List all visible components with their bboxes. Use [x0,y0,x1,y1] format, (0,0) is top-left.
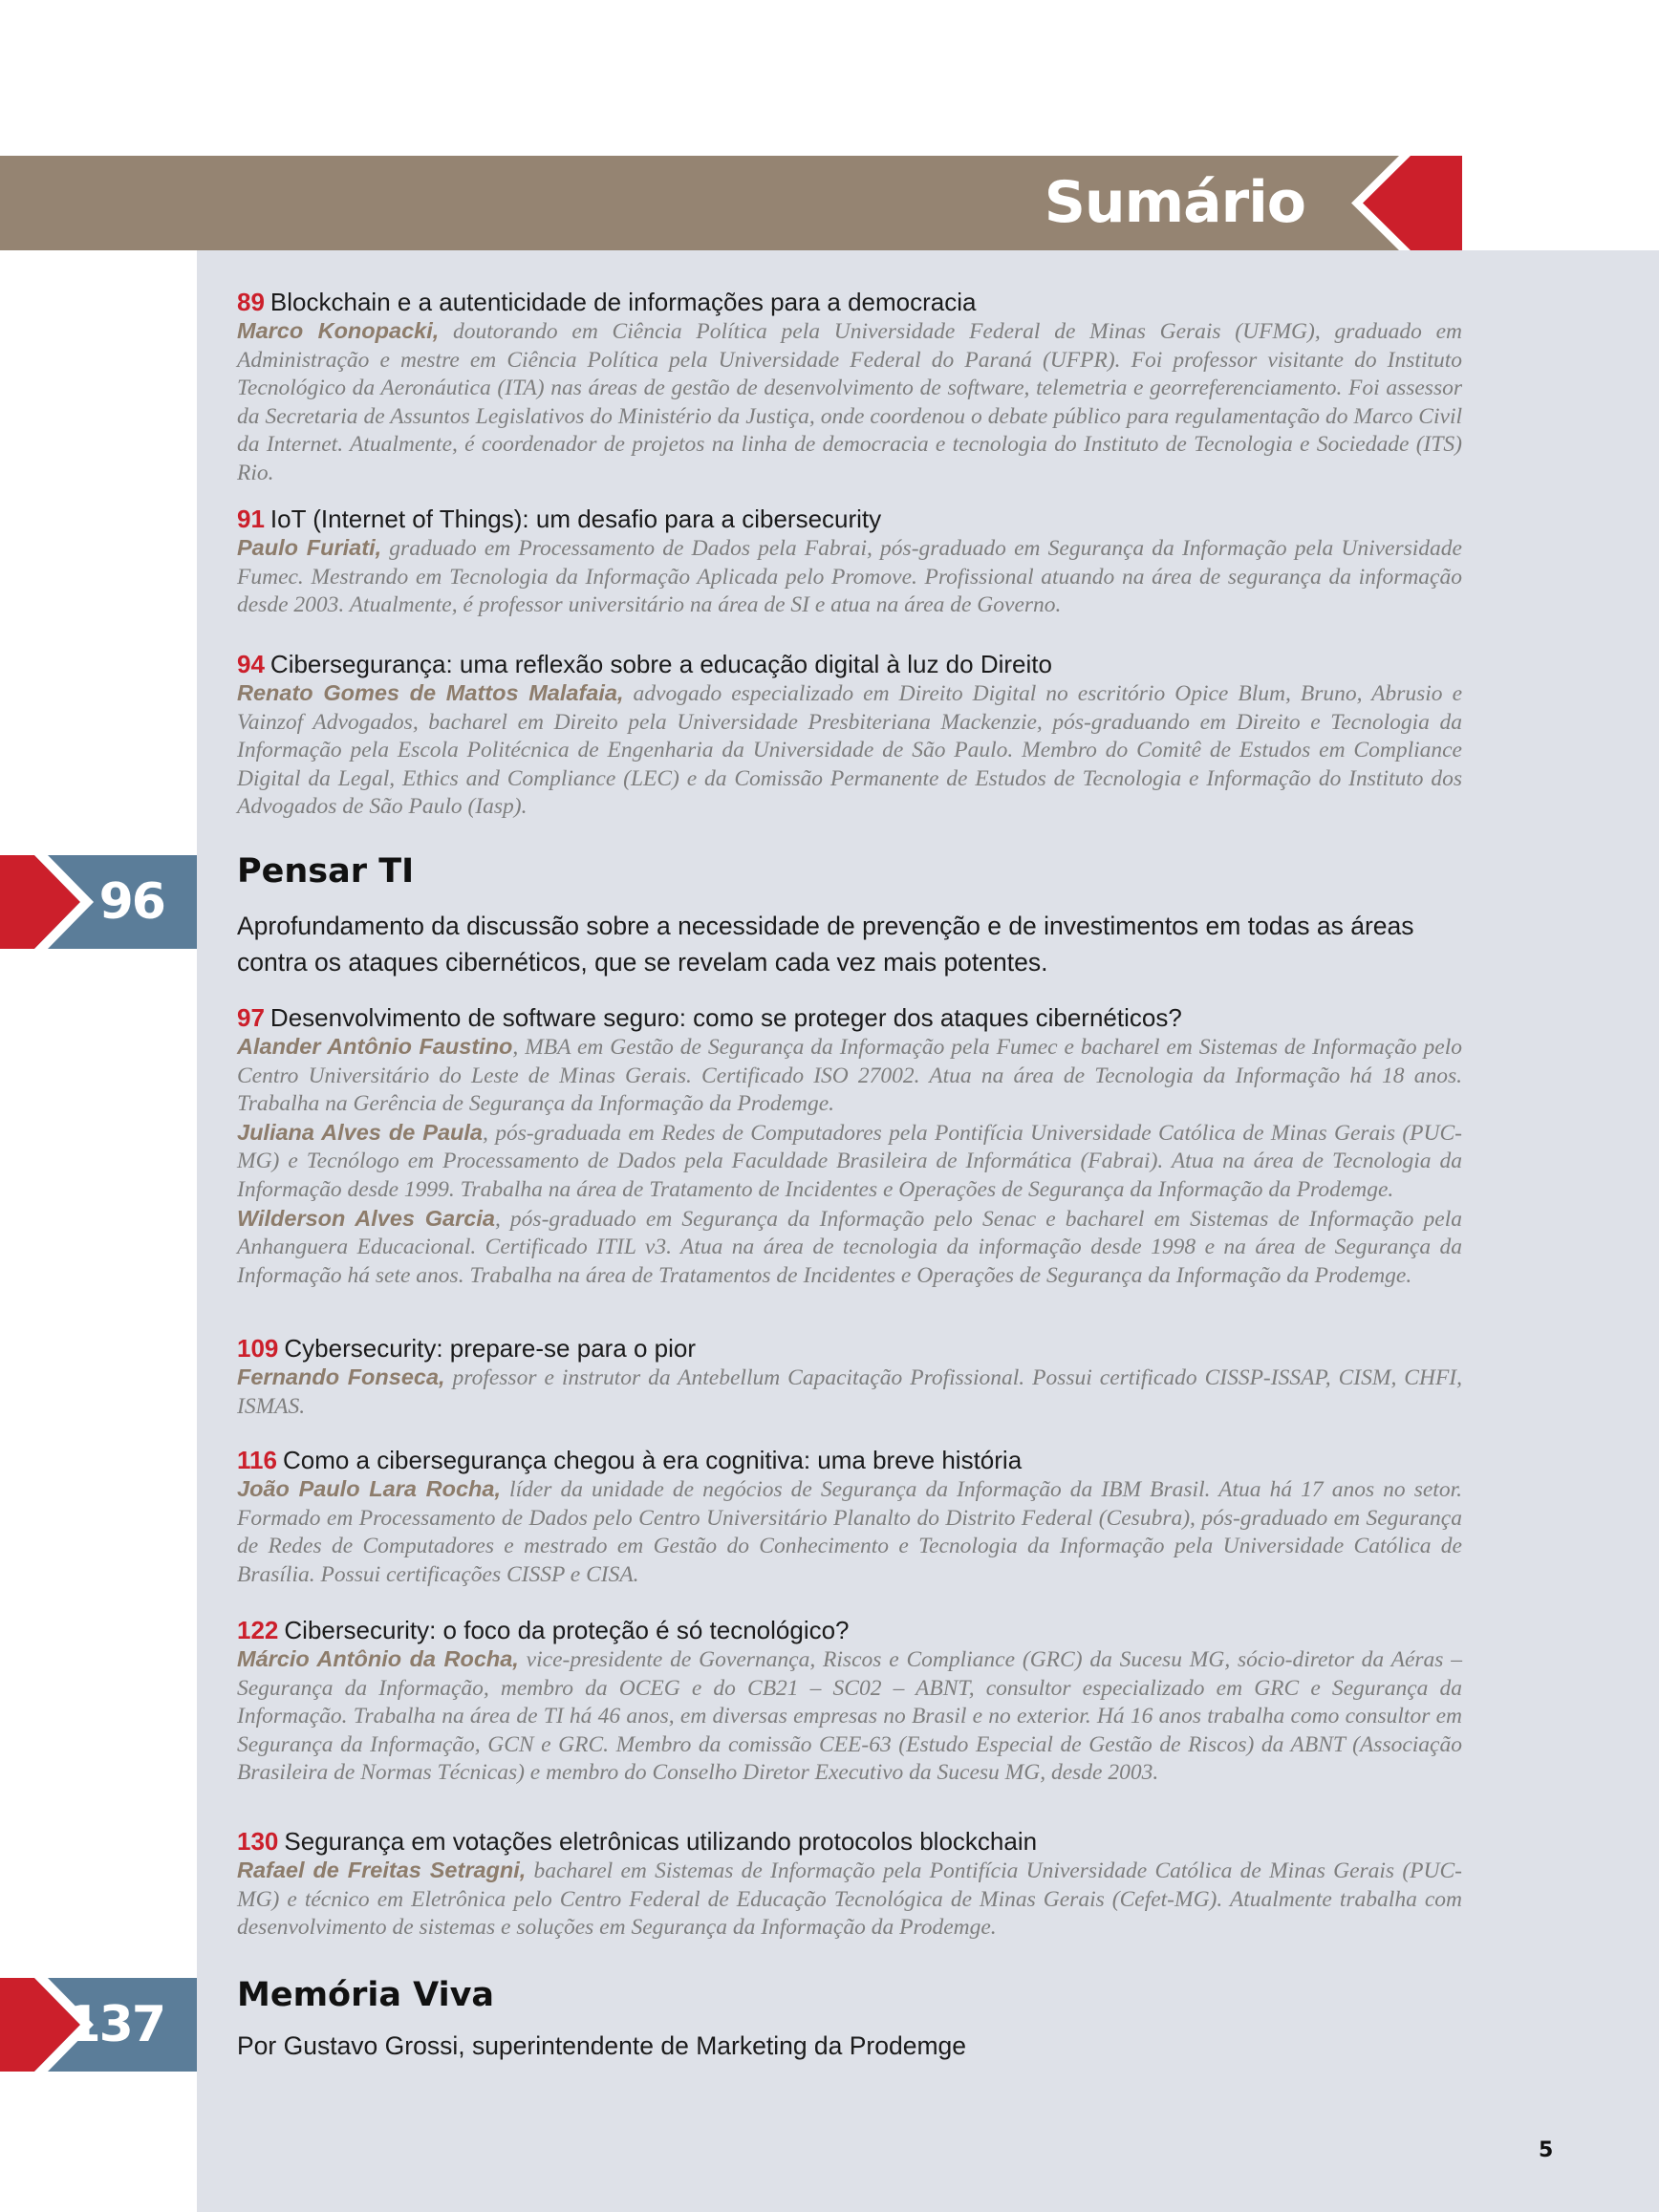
section-description: Aprofundamento da discussão sobre a necessidade de prevenção e de investimentos em todas as áreas contra os ataques cibernéticos, que se revelam cada vez mais potentes. [237,912,1414,977]
article-page-number: 91 [237,505,265,533]
article-title[interactable] [237,1826,1462,1857]
author-bio-text: vice-presidente de Governança, Riscos e Compliance (GRC) da Sucesu MG, sócio-diretor da Aéras – Segurança da Informação, membro da OCEG e do CB21 – SC02 – ABNT, consultor especializado em GRC e Segurança da Informação. Trabalha na área de TI há 46 anos, em diversas empresas no Brasil e no exterior. Há 16 anos trabalha como consultor em Segurança da Informação, GCN e GRC. Membro da comissão CEE-63 (Estudo Especial de Gestão de Riscos) da ABNT (Associação Brasileira de Normas Técnicas) e membro do Conselho Diretor Executivo da Sucesu MG, desde 2003. [237,1647,1462,1786]
author-name: João Paulo Lara Rocha, [237,1476,501,1501]
article-title-text: Blockchain e a autenticidade de informações para a democracia [269,288,977,316]
article-page-number: 94 [237,650,265,678]
article-title[interactable] [237,287,1462,317]
author-name: Alander Antônio Faustino [237,1034,513,1059]
page-number: 5 [1539,2138,1554,2162]
article-page-number: 97 [237,1003,265,1032]
article-title-text: Como a cibersegurança chegou à era cognitiva: uma breve história [282,1446,1023,1474]
article-title-text: Cibersecurity: o foco da proteção é só tecnológico? [284,1616,850,1644]
toc-entry-130 [237,1826,1462,1943]
author-name: Paulo Furiati, [237,535,382,560]
author-bio [237,1205,1462,1291]
toc-entry-91 [237,504,1462,620]
author-bio [237,1645,1462,1788]
toc-entry-116 [237,1445,1462,1589]
author-bio-text: graduado em Processamento de Dados pela Fabrai, pós-graduado em Segurança da Informação pela Universidade Fumec. Mestrando em Tecnologia da Informação Aplicada pelo Promove. Profissional atuando na área de segurança da informação desde 2003. Atualmente, é professor universitário na área de SI e atua na área de Governo. [237,536,1462,618]
author-name: Marco Konopacki, [237,318,440,343]
section-tab-memoria-viva [0,1978,197,2072]
author-bio-text: bacharel em Sistemas de Informação pela Pontifícia Universidade Católica de Minas Gerais (PUC-MG) e técnico em Eletrônica pelo Centro Federal de Educação Tecnológica de Minas Gerais (Cefet-MG). Atualmente trabalha com desenvolvimento de sistemas e soluções em Segurança da Informação da Prodemge. [237,1858,1462,1941]
toc-entry-94 [237,649,1462,822]
article-page-number: 116 [237,1446,277,1474]
section-tab-pensar-ti [0,855,197,949]
author-bio-text: professor e instrutor da Antebellum Capacitação Profissional. Possui certificado CISSP-ISSAP, CISM, CHFI, ISMAS. [237,1365,1462,1419]
section-page-number: 137 [66,1996,164,2053]
author-name: Renato Gomes de Mattos Malafaia, [237,680,624,705]
page-title: Sumário [1044,169,1305,236]
article-title[interactable] [237,649,1462,679]
author-bio [237,1857,1462,1943]
section-pensar-ti [237,850,1462,980]
article-page-number: 109 [237,1334,279,1363]
article-page-number: 89 [237,288,265,316]
author-bio [237,1364,1462,1421]
article-title[interactable] [237,1002,1462,1033]
article-title-text: Segurança em votações eletrônicas utilizando protocolos blockchain [284,1827,1038,1856]
toc-entry-89 [237,287,1462,488]
author-bio-text: , MBA em Gestão de Segurança da Informação pela Fumec e bacharel em Sistemas de Informação pelo Centro Universitário do Leste de Minas Gerais. Certificado ISO 27002. Atua na área de Tecnologia da Informação há 18 anos. Trabalha na Gerência de Segurança da Informação da Prodemge. [237,1035,1463,1117]
author-name: Wilderson Alves Garcia [237,1205,495,1231]
author-name: Rafael de Freitas Setragni, [237,1858,527,1882]
article-title-text: Desenvolvimento de software seguro: como se proteger dos ataques cibernéticos? [269,1003,1182,1032]
article-title-text: Cybersecurity: prepare-se para o pior [284,1334,697,1363]
author-bio [237,534,1462,620]
author-bio-text: doutorando em Ciência Política pela Universidade Federal de Minas Gerais (UFMG), graduado em Administração e mestre em Ciência Política pela Universidade Federal do Paraná (UFPR). Foi professor visitante do Instituto Tecnológico da Aeronáutica (ITA) nas áreas de gestão de desenvolvimento de software, telemetria e georreferenciamento. Foi assessor da Secretaria de Assuntos Legislativos do Ministério da Justiça, onde coordenou o debate público para regulamentação do Marco Civil da Internet. Atualmente, é coordenador de projetos na linha de democracia e tecnologia do Instituto de Tecnologia e Sociedade (ITS) Rio. [237,319,1462,485]
author-name: Márcio Antônio da Rocha, [237,1646,519,1671]
toc-entry-97 [237,1002,1462,1290]
author-bio [237,1033,1462,1119]
article-page-number: 122 [237,1616,279,1644]
author-bio [237,317,1462,488]
toc-entry-122 [237,1615,1462,1788]
author-name: Juliana Alves de Paula [237,1119,484,1145]
author-bio-text: advogado especializado em Direito Digital no escritório Opice Blum, Bruno, Abrusio e Vainzof Advogados, bacharel em Direito pela Universidade Presbiteriana Mackenzie, pós-graduando em Direito e Tecnologia da Informação pela Escola Politécnica de Engenharia da Universidade de São Paulo. Membro do Comitê de Estudos em Compliance Digital da Legal, Ethics and Compliance (LEC) e da Comissão Permanente de Estudos de Tecnologia e Informação do Instituto dos Advogados de São Paulo (Iasp). [237,681,1463,820]
article-title[interactable] [237,504,1462,534]
author-bio [237,679,1462,822]
section-memoria-viva [237,1974,1462,2064]
section-page-number: 96 [98,873,164,931]
section-title[interactable]: Pensar TI [237,852,415,891]
author-bio [237,1119,1462,1205]
article-title-text: Cibersegurança: uma reflexão sobre a educação digital à luz do Direito [269,650,1052,678]
author-name: Fernando Fonseca, [237,1364,445,1389]
author-bio [237,1475,1462,1589]
toc-entry-109 [237,1333,1462,1421]
article-title[interactable] [237,1445,1462,1475]
author-bio-text: líder da unidade de negócios de Segurança da Informação da IBM Brasil. Atua há 17 anos no setor. Formado em Processamento de Dados pelo Centro Universitário Planalto do Distrito Federal (Cesubra), pós-graduado em Segurança de Redes de Computadores e mestrado em Gestão do Conhecimento e Tecnologia da Informação pela Universidade Católica de Brasília. Possui certificações CISSP e CISA. [237,1477,1463,1587]
author-bio-text: , pós-graduado em Segurança da Informação pelo Senac e bacharel em Sistemas de Informação pela Anhanguera Educacional. Certificado ITIL v3. Atua na área de tecnologia da informação desde 1998 e na área de Segurança da Informação há sete anos. Trabalha na área de Tratamentos de Incidentes e Operações de Segurança da Informação da Prodemge. [237,1206,1462,1288]
article-page-number: 130 [237,1827,279,1856]
article-title-text: IoT (Internet of Things): um desafio para a cibersecurity [269,505,882,533]
header-chevron-icon [1338,156,1462,250]
article-title[interactable] [237,1333,1462,1364]
article-title[interactable] [237,1615,1462,1645]
author-bio-text: , pós-graduada em Redes de Computadores pela Pontifícia Universidade Católica de Minas Gerais (PUC-MG) e Tecnólogo em Processamento de Dados pela Faculdade Brasileira de Informática (Fabrai). Atua na área de Tecnologia da Informação desde 1999. Trabalha na área de Tratamento de Incidentes e Operações de Segurança da Informação da Prodemge. [237,1120,1463,1202]
section-title[interactable]: Memória Viva [237,1976,495,2014]
section-description: Por Gustavo Grossi, superintendente de Marketing da Prodemge [237,2031,967,2060]
